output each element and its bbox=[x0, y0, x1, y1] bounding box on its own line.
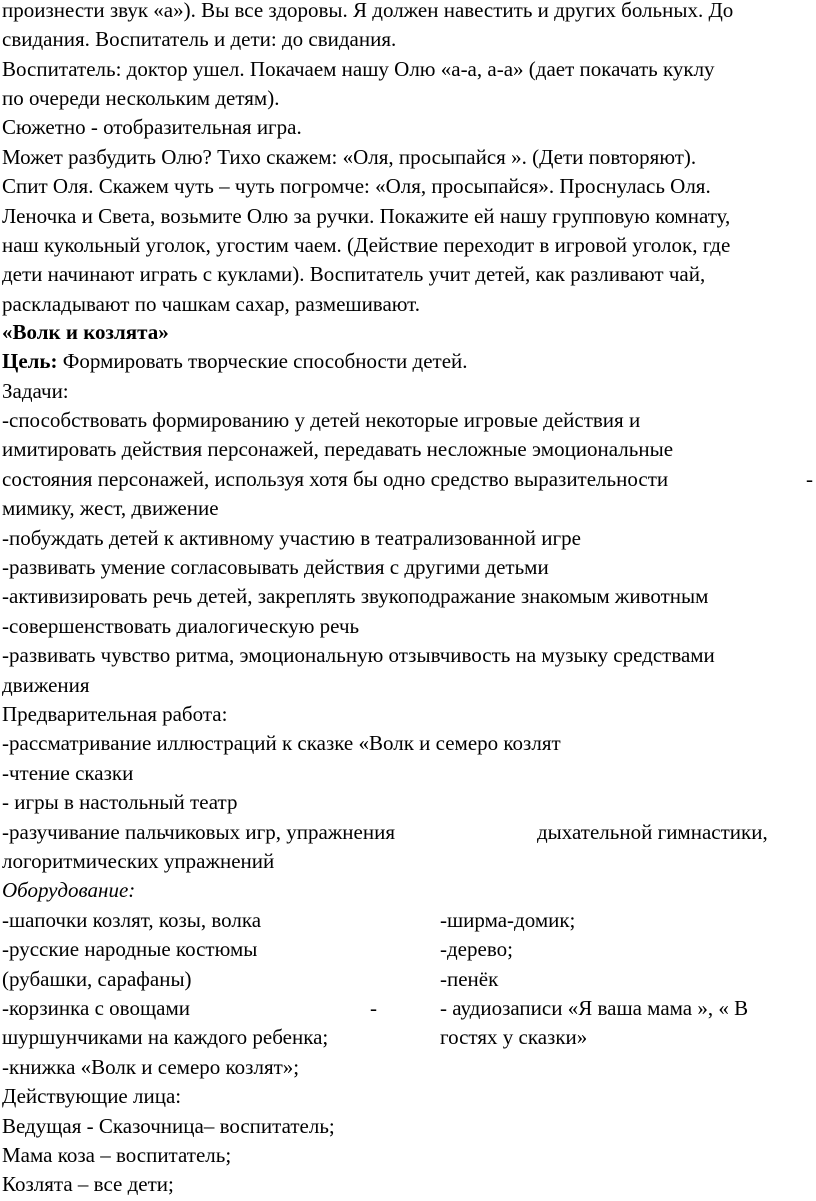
text-line: Воспитатель: доктор ушел. Покачаем нашу Олю «а-а, а-а» (дает покачать куклу bbox=[2, 57, 715, 81]
text-line: Предварительная работа: bbox=[2, 702, 228, 726]
text-line: Козлята – все дети; bbox=[2, 1172, 174, 1196]
text-line: -активизировать речь детей, закреплять звукоподражание знакомым животным bbox=[2, 584, 709, 608]
text-line: Действующие лица: bbox=[2, 1084, 182, 1108]
text-line: наш кукольный уголок, угостим чаем. (Действие переходит в игровой уголок, где bbox=[2, 233, 731, 257]
text-line: произнести звук «а»). Вы все здоровы. Я должен навестить и других больных. До bbox=[2, 0, 734, 22]
equipment-item: гостях у сказки» bbox=[440, 1025, 588, 1049]
equipment-item: -корзинка с овощами bbox=[2, 996, 190, 1020]
equipment-item: -русские народные костюмы bbox=[2, 937, 258, 961]
text-line: -книжка «Волк и семеро козлят»; bbox=[2, 1055, 300, 1079]
text-line-right: дыхательной гимнастики, bbox=[537, 820, 768, 844]
text-line: -разучивание пальчиковых игр, упражнения bbox=[2, 820, 396, 844]
text-line: движения bbox=[2, 673, 90, 697]
text-line: Сюжетно - отобразительная игра. bbox=[2, 115, 302, 139]
text-line: -способствовать формированию у детей некоторые игровые действия и bbox=[2, 408, 641, 432]
text-line: Ведущая - Сказочница– воспитатель; bbox=[2, 1114, 335, 1138]
text-line: Мама коза – воспитатель; bbox=[2, 1143, 232, 1167]
text-line: - игры в настольный театр bbox=[2, 790, 238, 814]
text-line: -чтение сказки bbox=[2, 761, 134, 785]
text-line: -развивать чувство ритма, эмоциональную отзывчивость на музыку средствами bbox=[2, 643, 715, 667]
text-line: логоритмических упражнений bbox=[2, 849, 275, 873]
section-title bbox=[2, 318, 169, 346]
text-dash: - bbox=[806, 467, 813, 491]
text-line: мимику, жест, движение bbox=[2, 496, 219, 520]
text-line: Леночка и Света, возьмите Олю за ручки. Покажите ей нашу групповую комнату, bbox=[2, 204, 731, 228]
text-line: -совершенствовать диалогическую речь bbox=[2, 614, 360, 638]
equipment-dash: - bbox=[370, 996, 377, 1020]
equipment-item: (рубашки, сарафаны) bbox=[2, 967, 192, 991]
section-title-text: «Волк и козлята» bbox=[2, 320, 169, 344]
equipment-item: -ширма-домик; bbox=[440, 908, 576, 932]
equipment-item: -шапочки козлят, козы, волка bbox=[2, 908, 262, 932]
equipment-heading bbox=[2, 876, 135, 904]
equipment-item: - аудиозаписи «Я ваша мама », « В bbox=[440, 996, 749, 1020]
goal-text: Формировать творческие способности детей. bbox=[57, 349, 468, 373]
equipment-item: шуршунчиками на каждого ребенка; bbox=[2, 1025, 329, 1049]
text-line: -побуждать детей к активному участию в театрализованной игре bbox=[2, 526, 581, 550]
text-line: дети начинают играть с куклами). Воспитатель учит детей, как разливают чай, bbox=[2, 262, 706, 286]
text-line: свидания. Воспитатель и дети: до свидания. bbox=[2, 27, 397, 51]
text-line: Может разбудить Олю? Тихо скажем: «Оля, просыпайся ». (Дети повторяют). bbox=[2, 145, 697, 169]
text-line: -рассматривание иллюстраций к сказке «Волк и семеро козлят bbox=[2, 731, 561, 755]
text-line: Задачи: bbox=[2, 379, 69, 403]
goal-line bbox=[2, 347, 468, 375]
equipment-item: -дерево; bbox=[440, 937, 513, 961]
equipment-heading-text: Оборудование: bbox=[2, 878, 136, 902]
text-line: имитировать действия персонажей, передавать несложные эмоциональные bbox=[2, 437, 674, 461]
text-line: состояния персонажей, используя хотя бы одно средство выразительности bbox=[2, 467, 669, 491]
text-line: -развивать умение согласовывать действия с другими детьми bbox=[2, 555, 549, 579]
text-line: Спит Оля. Скажем чуть – чуть погромче: «Оля, просыпайся». Проснулась Оля. bbox=[2, 174, 711, 198]
text-line: по очереди нескольким детям). bbox=[2, 86, 280, 110]
text-line: раскладывают по чашкам сахар, размешивают. bbox=[2, 292, 421, 316]
goal-label: Цель: bbox=[2, 349, 58, 373]
equipment-item: -пенёк bbox=[440, 967, 499, 991]
